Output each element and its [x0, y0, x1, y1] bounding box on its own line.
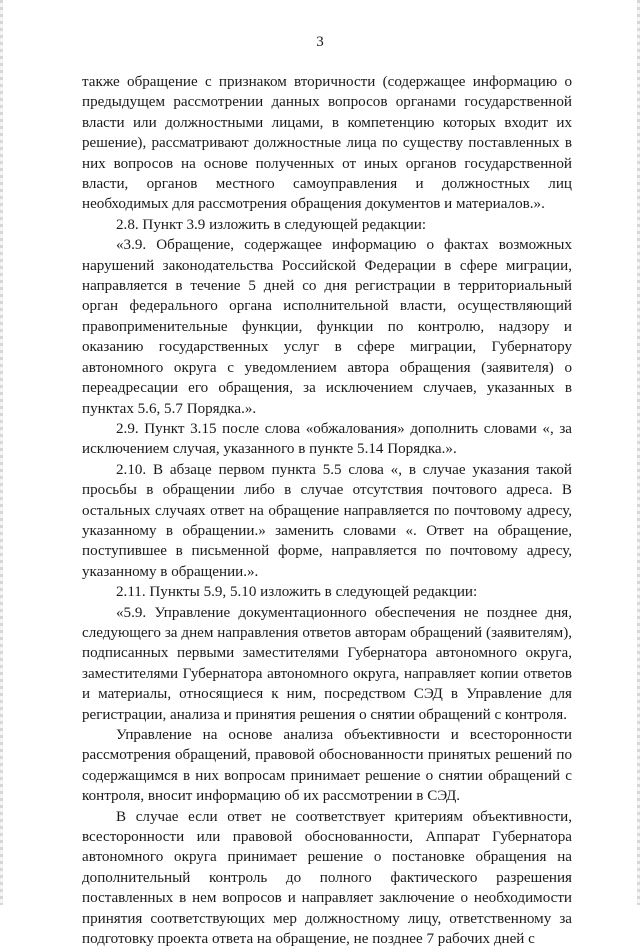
paragraph-2-10: 2.10. В абзаце первом пункта 5.5 слова «, в случае указания такой просьбы в обращении либо в случае отсутствия почтового адреса. В остальных случаях ответ на обращение направляется по почтовому адресу, указанному в обращении.» заменить словами «. Ответ на обращение, поступившее в письменной форме, направляется по почтовому адресу, указанному в обращении.».: [82, 461, 572, 580]
paragraph-additional-control: В случае если ответ не соответствует критериям объективности, всесторонности или правовой обоснованности, Аппарат Губернатора автономного округа принимает решение о постановке обращения на дополнительный контроль до полного фактического разрешения поставленных в нем вопросов и направляет заключение о необходимости принятия соответствующих мер должностному лицу, ответственному за подготовку проекта ответа на обращение, не позднее 7 рабочих дней с: [82, 808, 572, 948]
paragraph-5-9: «5.9. Управление документационного обеспечения не позднее дня, следующего за днем направления ответов авторам обращений (заявителям), подписанных первыми заместителями Губернатора автономного округа, заместителями Губернатора автономного округа, направляет копии ответов и материалы, относящиеся к ним, посредством СЭД в Управление для регистрации, анализа и принятия решения о снятии обращений с контроля.: [82, 604, 572, 723]
page-number: 3: [316, 34, 324, 50]
paragraph-continuation: также обращение с признаком вторичности (содержащее информацию о предыдущем рассмотрении данных вопросов органами государственной власти или должностными лицами, в компетенцию которых входит их решение), рассматривают должностные лица по существу поставленных в них вопросов на основе полученных от иных органов государственной власти, органов местного самоуправления и должностных лиц необходимых для рассмотрения обращения документов и материалов.».: [82, 74, 572, 213]
paragraph-2-8: 2.8. Пункт 3.9 изложить в следующей редакции:: [116, 216, 427, 233]
document-body: [82, 72, 572, 949]
paragraph-3-9: «3.9. Обращение, содержащее информацию о фактах возможных нарушений законодательства Российской Федерации в сфере миграции, направляется в течение 5 дней со дня регистрации в территориальный орган федерального органа исполнительной власти, осуществляющий правоприменительные функции, функции по контролю, надзору и оказанию государственных услуг в сфере миграции, Губернатору автономного округа с уведомлением автора обращения (заявителя) о переадресации его обращения, за исключением случаев, указанных в пунктах 5.6, 5.7 Порядка.».: [82, 237, 572, 417]
paragraph-2-9: 2.9. Пункт 3.15 после слова «обжалования» дополнить словами «, за исключением случая, указанного в пункте 5.14 Порядка.».: [82, 420, 572, 458]
paragraph-management-analysis: Управление на основе анализа объективности и всесторонности рассмотрения обращений, правовой обоснованности принятых решений по содержащимся в них вопросам принимает решение о снятии обращений с контроля, вносит информацию об их рассмотрении в СЭД.: [82, 727, 572, 805]
scan-edge-left: [0, 0, 3, 905]
paragraph-2-11: 2.11. Пункты 5.9, 5.10 изложить в следующей редакции:: [116, 584, 478, 601]
